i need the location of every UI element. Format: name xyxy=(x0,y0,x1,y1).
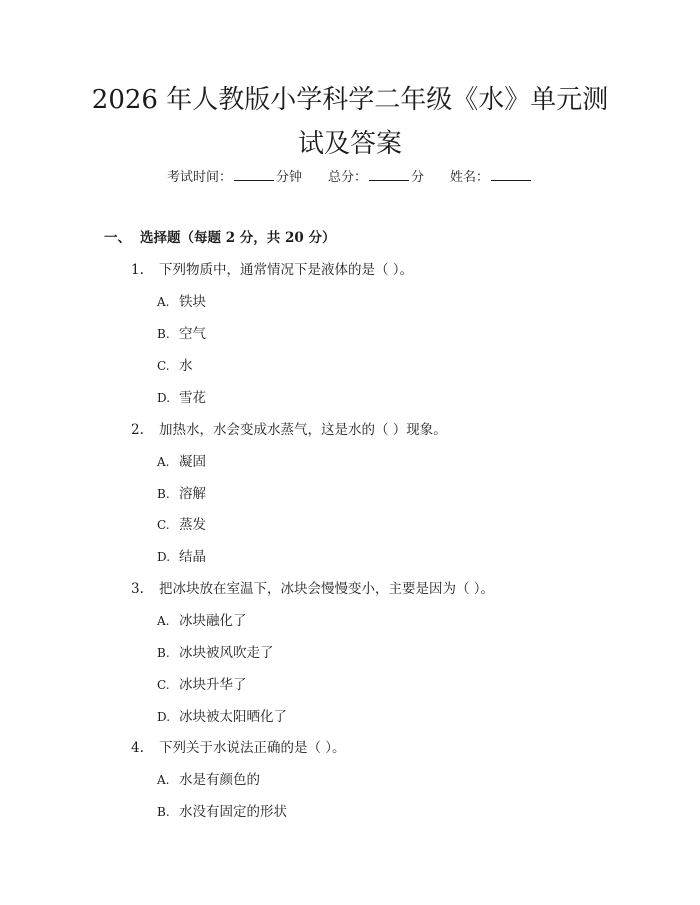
option-letter: D. xyxy=(157,710,171,724)
option-3c xyxy=(157,675,247,695)
question-3 xyxy=(131,579,494,599)
option-text: 雪花 xyxy=(179,390,206,406)
option-letter: C. xyxy=(157,359,170,373)
option-text: 水 xyxy=(179,358,193,374)
option-text: 冰块被太阳晒化了 xyxy=(179,709,287,725)
exam-meta xyxy=(0,168,700,188)
option-1b xyxy=(157,324,206,344)
option-2d xyxy=(157,547,206,567)
option-text: 蒸发 xyxy=(179,517,206,533)
option-letter: C. xyxy=(157,518,170,532)
section-title: 选择题（每题 2 分，共 20 分） xyxy=(140,230,336,246)
option-1c xyxy=(157,356,193,376)
option-4b xyxy=(157,802,287,822)
option-letter: D. xyxy=(157,550,171,564)
option-text: 空气 xyxy=(179,326,206,342)
option-letter: A. xyxy=(157,295,170,309)
question-text: 下列物质中，通常情况下是液体的是（ ）。 xyxy=(159,262,414,278)
question-text: 下列关于水说法正确的是（ ）。 xyxy=(159,740,346,756)
option-3b xyxy=(157,643,274,663)
option-3a xyxy=(157,611,247,631)
score-label: 总分： xyxy=(327,170,367,185)
option-letter: B. xyxy=(157,487,170,501)
time-blank[interactable] xyxy=(234,168,274,181)
option-letter: A. xyxy=(157,455,170,469)
question-4 xyxy=(131,738,346,758)
score-blank[interactable] xyxy=(369,168,409,181)
question-number: 2. xyxy=(131,422,144,438)
option-1a xyxy=(157,292,206,312)
option-text: 水是有颜色的 xyxy=(179,772,260,788)
option-text: 结晶 xyxy=(179,549,206,565)
option-letter: C. xyxy=(157,678,170,692)
question-text: 把冰块放在室温下，冰块会慢慢变小，主要是因为（ ）。 xyxy=(159,581,495,597)
section-heading xyxy=(104,228,335,248)
title-line-1: 2026 年人教版小学科学二年级《水》单元测 xyxy=(91,85,609,115)
question-2 xyxy=(131,420,447,440)
question-text: 加热水，水会变成水蒸气，这是水的（ ）现象。 xyxy=(159,422,447,438)
option-text: 铁块 xyxy=(179,294,206,310)
option-2a xyxy=(157,452,206,472)
option-letter: A. xyxy=(157,773,170,787)
question-number: 4. xyxy=(131,740,144,756)
question-1 xyxy=(131,260,413,280)
option-text: 水没有固定的形状 xyxy=(179,804,287,820)
document-title xyxy=(70,78,630,166)
score-unit: 分 xyxy=(411,170,425,185)
option-letter: A. xyxy=(157,614,170,628)
option-letter: B. xyxy=(157,805,170,819)
time-unit: 分钟 xyxy=(275,170,302,185)
option-letter: D. xyxy=(157,391,171,405)
name-label: 姓名： xyxy=(450,170,490,185)
option-3d xyxy=(157,707,287,727)
option-1d xyxy=(157,388,206,408)
option-4a xyxy=(157,770,260,790)
section-number: 一、 xyxy=(104,230,131,246)
option-2b xyxy=(157,484,206,504)
question-number: 1. xyxy=(131,262,144,278)
option-text: 凝固 xyxy=(179,454,206,470)
name-blank[interactable] xyxy=(491,168,531,181)
option-2c xyxy=(157,515,206,535)
title-line-2: 试及答案 xyxy=(297,129,402,159)
option-letter: B. xyxy=(157,646,170,660)
option-text: 冰块融化了 xyxy=(179,613,247,629)
time-label: 考试时间： xyxy=(166,170,232,185)
option-text: 冰块升华了 xyxy=(179,677,247,693)
question-number: 3. xyxy=(131,581,144,597)
option-letter: B. xyxy=(157,327,170,341)
option-text: 溶解 xyxy=(179,486,206,502)
option-text: 冰块被风吹走了 xyxy=(179,645,274,661)
